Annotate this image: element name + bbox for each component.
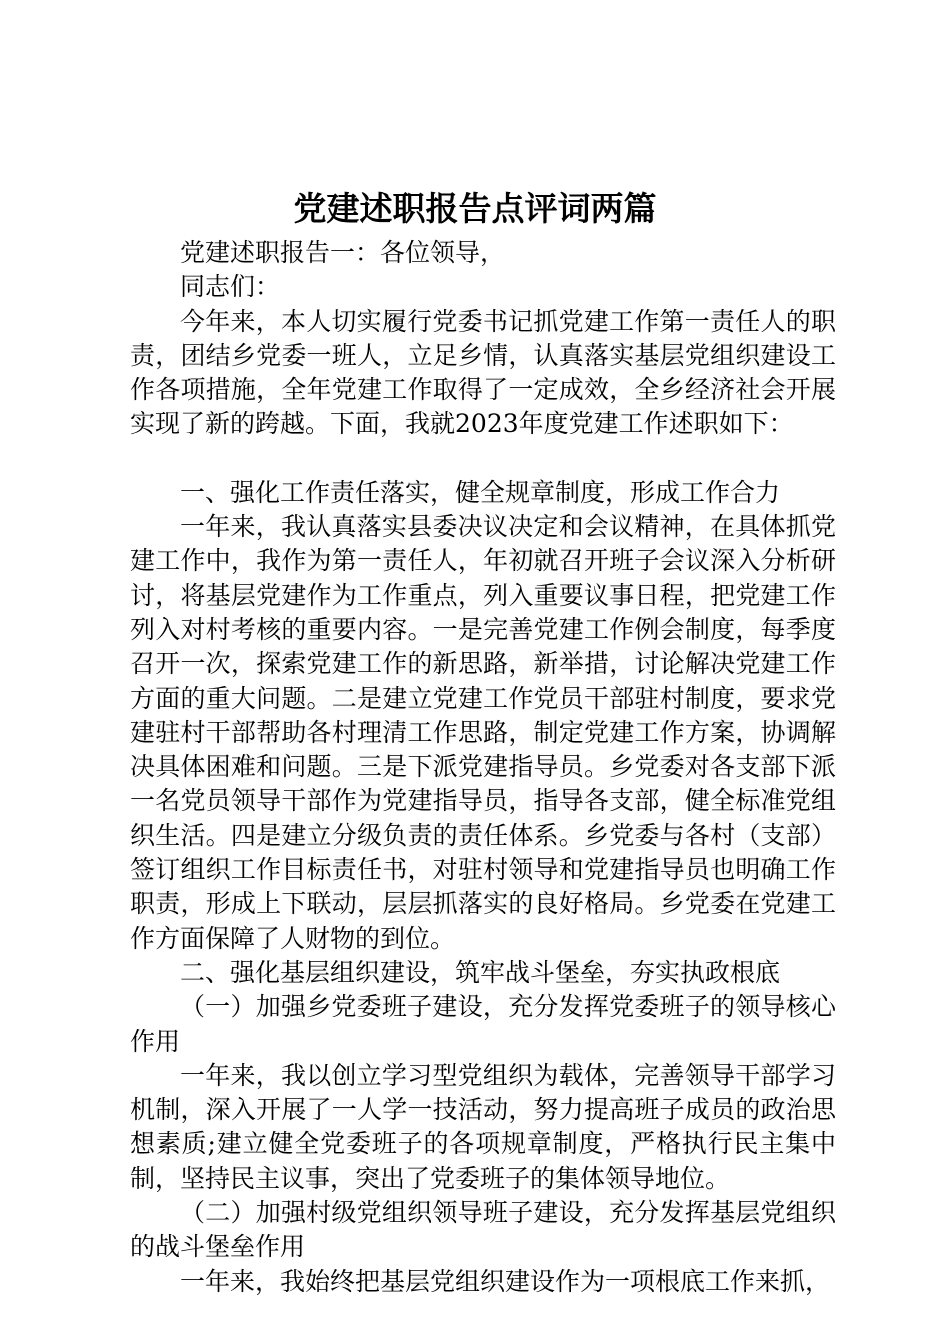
section-heading-2: 二、强化基层组织建设，筑牢战斗堡垒，夯实执政根底 bbox=[180, 957, 781, 987]
document-body bbox=[130, 236, 836, 1299]
paragraph-subsection-2: 一年来，我始终把基层党组织建设作为一项根底工作来抓， bbox=[180, 1266, 831, 1296]
paragraph-salutation: 党建述职报告一：各位领导， bbox=[180, 238, 506, 267]
paragraph-section-1: 一年来，我认真落实县委决议决定和会议精神，在具体抓党建工作中，我作为第一责任人，年初就召开班子会议深入分析研讨，将基层党建作为工作重点，列入重要议事日程，把党建工作列入对村考核的重要内容。一是完善党建工作例会制度，每季度召开一次，探索党建工作的新思路，新举措，讨论解决党建工作方面的重大问题。二是建立党建工作党员干部驻村制度，要求党建驻村干部帮助各村理清工作思路，制定党建工作方案，协调解决具体困难和问题。三是下派党建指导员。乡党委对各支部下派一名党员领导干部作为党建指导员，指导各支部，健全标准党组织生活。四是建立分级负责的责任体系。乡党委与各村（支部）签订组织工作目标责任书，对驻村领导和党建指导员也明确工作职责，形成上下联动，层层抓落实的良好格局。乡党委在党建工作方面保障了人财物的到位。 bbox=[130, 512, 836, 953]
document-title: 党建述职报告点评词两篇 bbox=[293, 189, 657, 228]
paragraph-subsection-1: 一年来，我以创立学习型党组织为载体，完善领导干部学习机制，深入开展了一人学一技活动，努力提高班子成员的政治思想素质;建立健全党委班子的各项规章制度，严格执行民主集中制，坚持民主议事，突出了党委班子的集体领导地位。 bbox=[130, 1060, 836, 1193]
paragraph-intro: 今年来，本人切实履行党委书记抓党建工作第一责任人的职责，团结乡党委一班人，立足乡情，认真落实基层党组织建设工作各项措施，全年党建工作取得了一定成效，全乡经济社会开展实现了新的跨越。下面，我就2023年度党建工作述职如下： bbox=[130, 306, 836, 439]
section-heading-1: 一、强化工作责任落实，健全规章制度，形成工作合力 bbox=[180, 477, 781, 507]
paragraph-salutation-2: 同志们： bbox=[180, 272, 281, 302]
subsection-heading-1: （一）加强乡党委班子建设，充分发挥党委班子的领导核心作用 bbox=[130, 992, 836, 1056]
subsection-heading-2: （二）加强村级党组织领导班子建设，充分发挥基层党组织的战斗堡垒作用 bbox=[130, 1198, 836, 1262]
